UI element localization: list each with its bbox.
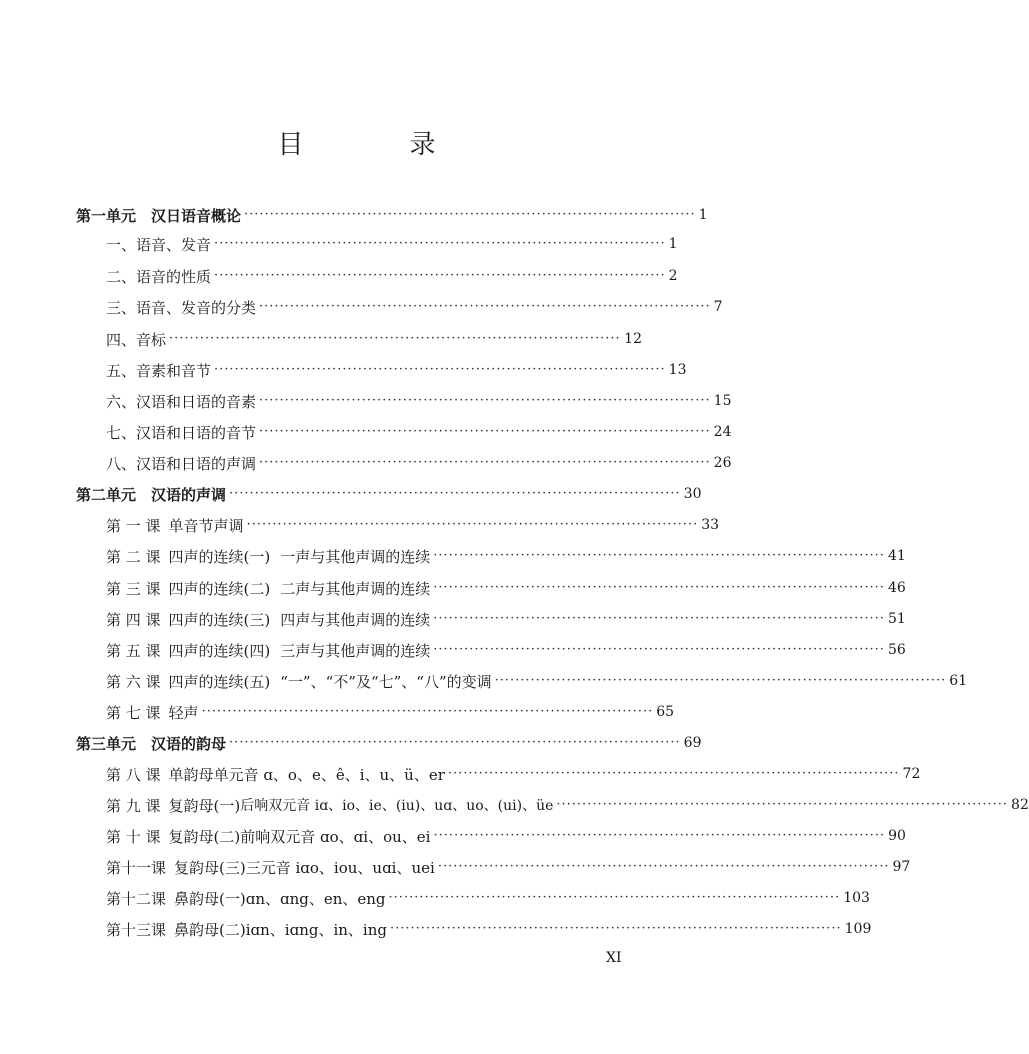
leader-dots: ························································································	[214, 268, 666, 283]
toc-unit-3[interactable]	[76, 731, 702, 755]
toc-section[interactable]	[106, 264, 678, 288]
section-label: 五、音素和音节	[106, 361, 212, 380]
lesson-title: 单韵母	[168, 765, 214, 784]
lesson-subtitle: 单元音 ɑ、o、e、ê、i、u、ü、er	[213, 765, 445, 784]
section-label: 一、语音、发音	[106, 235, 212, 254]
page-number: 33	[701, 517, 720, 533]
leader-dots: ························································································	[433, 548, 885, 563]
toc-lesson[interactable]	[106, 544, 906, 568]
lesson-number: 第 三 课	[106, 579, 161, 598]
unit-label: 第三单元 汉语的韵母	[76, 734, 227, 753]
page-number: 30	[683, 486, 702, 502]
leader-dots: ························································································	[169, 331, 621, 346]
leader-dots: ························································································	[494, 673, 947, 688]
toc-unit-2[interactable]	[76, 482, 702, 506]
page-number: 82	[1011, 797, 1029, 813]
lesson-number: 第 九 课	[106, 796, 161, 815]
toc-lesson[interactable]	[106, 576, 906, 600]
toc-lesson[interactable]	[106, 669, 968, 693]
lesson-title: 四声的连续(二)	[168, 579, 271, 598]
lesson-number: 第 五 课	[106, 641, 161, 660]
lesson-title: 四声的连续(一)	[168, 547, 271, 566]
lesson-number: 第十二课	[106, 889, 167, 908]
toc-lesson[interactable]	[106, 762, 921, 786]
page-number: 103	[843, 890, 870, 906]
leader-dots: ························································································	[433, 828, 886, 843]
toc-lesson[interactable]	[106, 917, 872, 941]
lesson-title: 复韵母(二)	[168, 827, 241, 846]
lesson-number: 第 一 课	[106, 516, 161, 535]
page-number: 61	[949, 673, 968, 689]
lesson-title: 轻声	[168, 703, 199, 722]
leader-dots: ························································································	[556, 797, 1009, 812]
lesson-number: 第 四 课	[106, 610, 161, 629]
toc-lesson[interactable]	[106, 824, 906, 848]
lesson-subtitle: iɑn、iɑng、in、ing	[245, 920, 387, 939]
leader-dots: ························································································	[246, 517, 699, 532]
toc-lesson[interactable]	[106, 855, 911, 879]
lesson-title: 复韵母(一)	[168, 796, 241, 815]
leader-dots: ························································································	[433, 580, 885, 595]
section-label: 七、汉语和日语的音节	[106, 423, 257, 442]
lesson-number: 第 二 课	[106, 547, 161, 566]
lesson-number: 第 八 课	[106, 765, 161, 784]
toc-lesson[interactable]	[106, 793, 1029, 817]
leader-dots: ························································································	[433, 642, 885, 657]
toc-lesson[interactable]	[106, 607, 906, 631]
toc-section[interactable]	[106, 295, 723, 319]
page-number: 12	[624, 331, 642, 347]
lesson-subtitle: 前响双元音 ɑo、ɑi、ou、ei	[240, 827, 431, 846]
section-label: 三、语音、发音的分类	[106, 298, 257, 317]
toc-section[interactable]	[106, 232, 678, 256]
unit-label: 第一单元 汉日语音概论	[76, 206, 242, 225]
lesson-number: 第 六 课	[106, 672, 161, 691]
page-number: 46	[887, 580, 906, 596]
leader-dots: ························································································	[201, 704, 654, 719]
lesson-subtitle: 四声与其他声调的连续	[280, 610, 431, 629]
lesson-title: 复韵母(三)	[174, 858, 246, 877]
page-title: 目 录	[277, 130, 476, 160]
toc-section[interactable]	[106, 420, 732, 444]
page-number: 56	[887, 642, 906, 658]
lesson-subtitle: ɑn、ɑng、en、eng	[245, 889, 386, 908]
page-number: 7	[713, 299, 723, 315]
lesson-subtitle: 一声与其他声调的连续	[280, 547, 431, 566]
leader-dots: ························································································	[244, 207, 696, 222]
lesson-title: 四声的连续(三)	[168, 610, 271, 629]
lesson-number: 第 七 课	[106, 703, 161, 722]
toc-unit-1[interactable]	[76, 203, 708, 227]
page-number: 65	[656, 704, 675, 720]
page-number: 97	[892, 859, 911, 875]
page-number: 69	[683, 735, 702, 751]
lesson-number: 第 十 课	[106, 827, 161, 846]
toc-section[interactable]	[106, 451, 732, 475]
toc-lesson[interactable]	[106, 886, 870, 910]
page-number: 15	[713, 393, 732, 409]
page-number: 24	[713, 424, 732, 440]
section-label: 六、汉语和日语的音素	[106, 392, 257, 411]
leader-dots: ························································································	[433, 611, 885, 626]
lesson-subtitle: 二声与其他声调的连续	[280, 579, 431, 598]
lesson-title: 单音节声调	[168, 516, 244, 535]
page-number: 41	[887, 548, 906, 564]
lesson-subtitle: 三元音 iɑo、iou、uɑi、uei	[245, 858, 435, 877]
page-number: 26	[713, 455, 732, 471]
page-number: 1	[698, 207, 708, 223]
toc-section[interactable]	[106, 358, 687, 382]
section-label: 二、语音的性质	[106, 267, 212, 286]
leader-dots: ························································································	[388, 890, 841, 905]
page-number: 13	[668, 362, 687, 378]
leader-dots: ························································································	[259, 424, 711, 439]
leader-dots: ························································································	[214, 362, 666, 377]
leader-dots: ························································································	[437, 859, 890, 874]
leader-dots: ························································································	[259, 393, 711, 408]
page-folio: XI	[606, 950, 622, 966]
toc-lesson[interactable]	[106, 638, 906, 662]
leader-dots: ························································································	[259, 299, 711, 314]
leader-dots: ························································································	[229, 735, 681, 750]
section-label: 四、音标	[106, 330, 167, 349]
lesson-subtitle: 三声与其他声调的连续	[280, 641, 431, 660]
unit-label: 第二单元 汉语的声调	[76, 485, 227, 504]
lesson-title: 四声的连续(四)	[168, 641, 271, 660]
lesson-subtitle: “一”、“不”及“七”、“八”的变调	[280, 672, 492, 691]
page-number: 90	[888, 828, 906, 844]
lesson-number: 第十三课	[106, 920, 167, 939]
leader-dots: ························································································	[229, 486, 681, 501]
lesson-title: 四声的连续(五)	[168, 672, 271, 691]
lesson-number: 第十一课	[106, 858, 167, 877]
toc-lesson[interactable]	[106, 700, 675, 724]
page-number: 1	[668, 236, 678, 252]
toc-section[interactable]	[106, 327, 642, 351]
section-label: 八、汉语和日语的声调	[106, 454, 257, 473]
leader-dots: ························································································	[447, 766, 900, 781]
lesson-subtitle: 后响双元音 iɑ、io、ie、(iu)、uɑ、uo、(ui)、üe	[240, 798, 554, 814]
lesson-title: 鼻韵母(一)	[174, 889, 246, 908]
leader-dots: ························································································	[389, 921, 842, 936]
page-number: 72	[902, 766, 921, 782]
leader-dots: ························································································	[214, 236, 666, 251]
toc-lesson[interactable]	[106, 513, 720, 537]
toc-section[interactable]	[106, 389, 732, 413]
page-number: 2	[668, 268, 678, 284]
lesson-title: 鼻韵母(二)	[174, 920, 246, 939]
page-number: 51	[887, 611, 906, 627]
leader-dots: ························································································	[259, 455, 711, 470]
page-number: 109	[844, 921, 872, 937]
